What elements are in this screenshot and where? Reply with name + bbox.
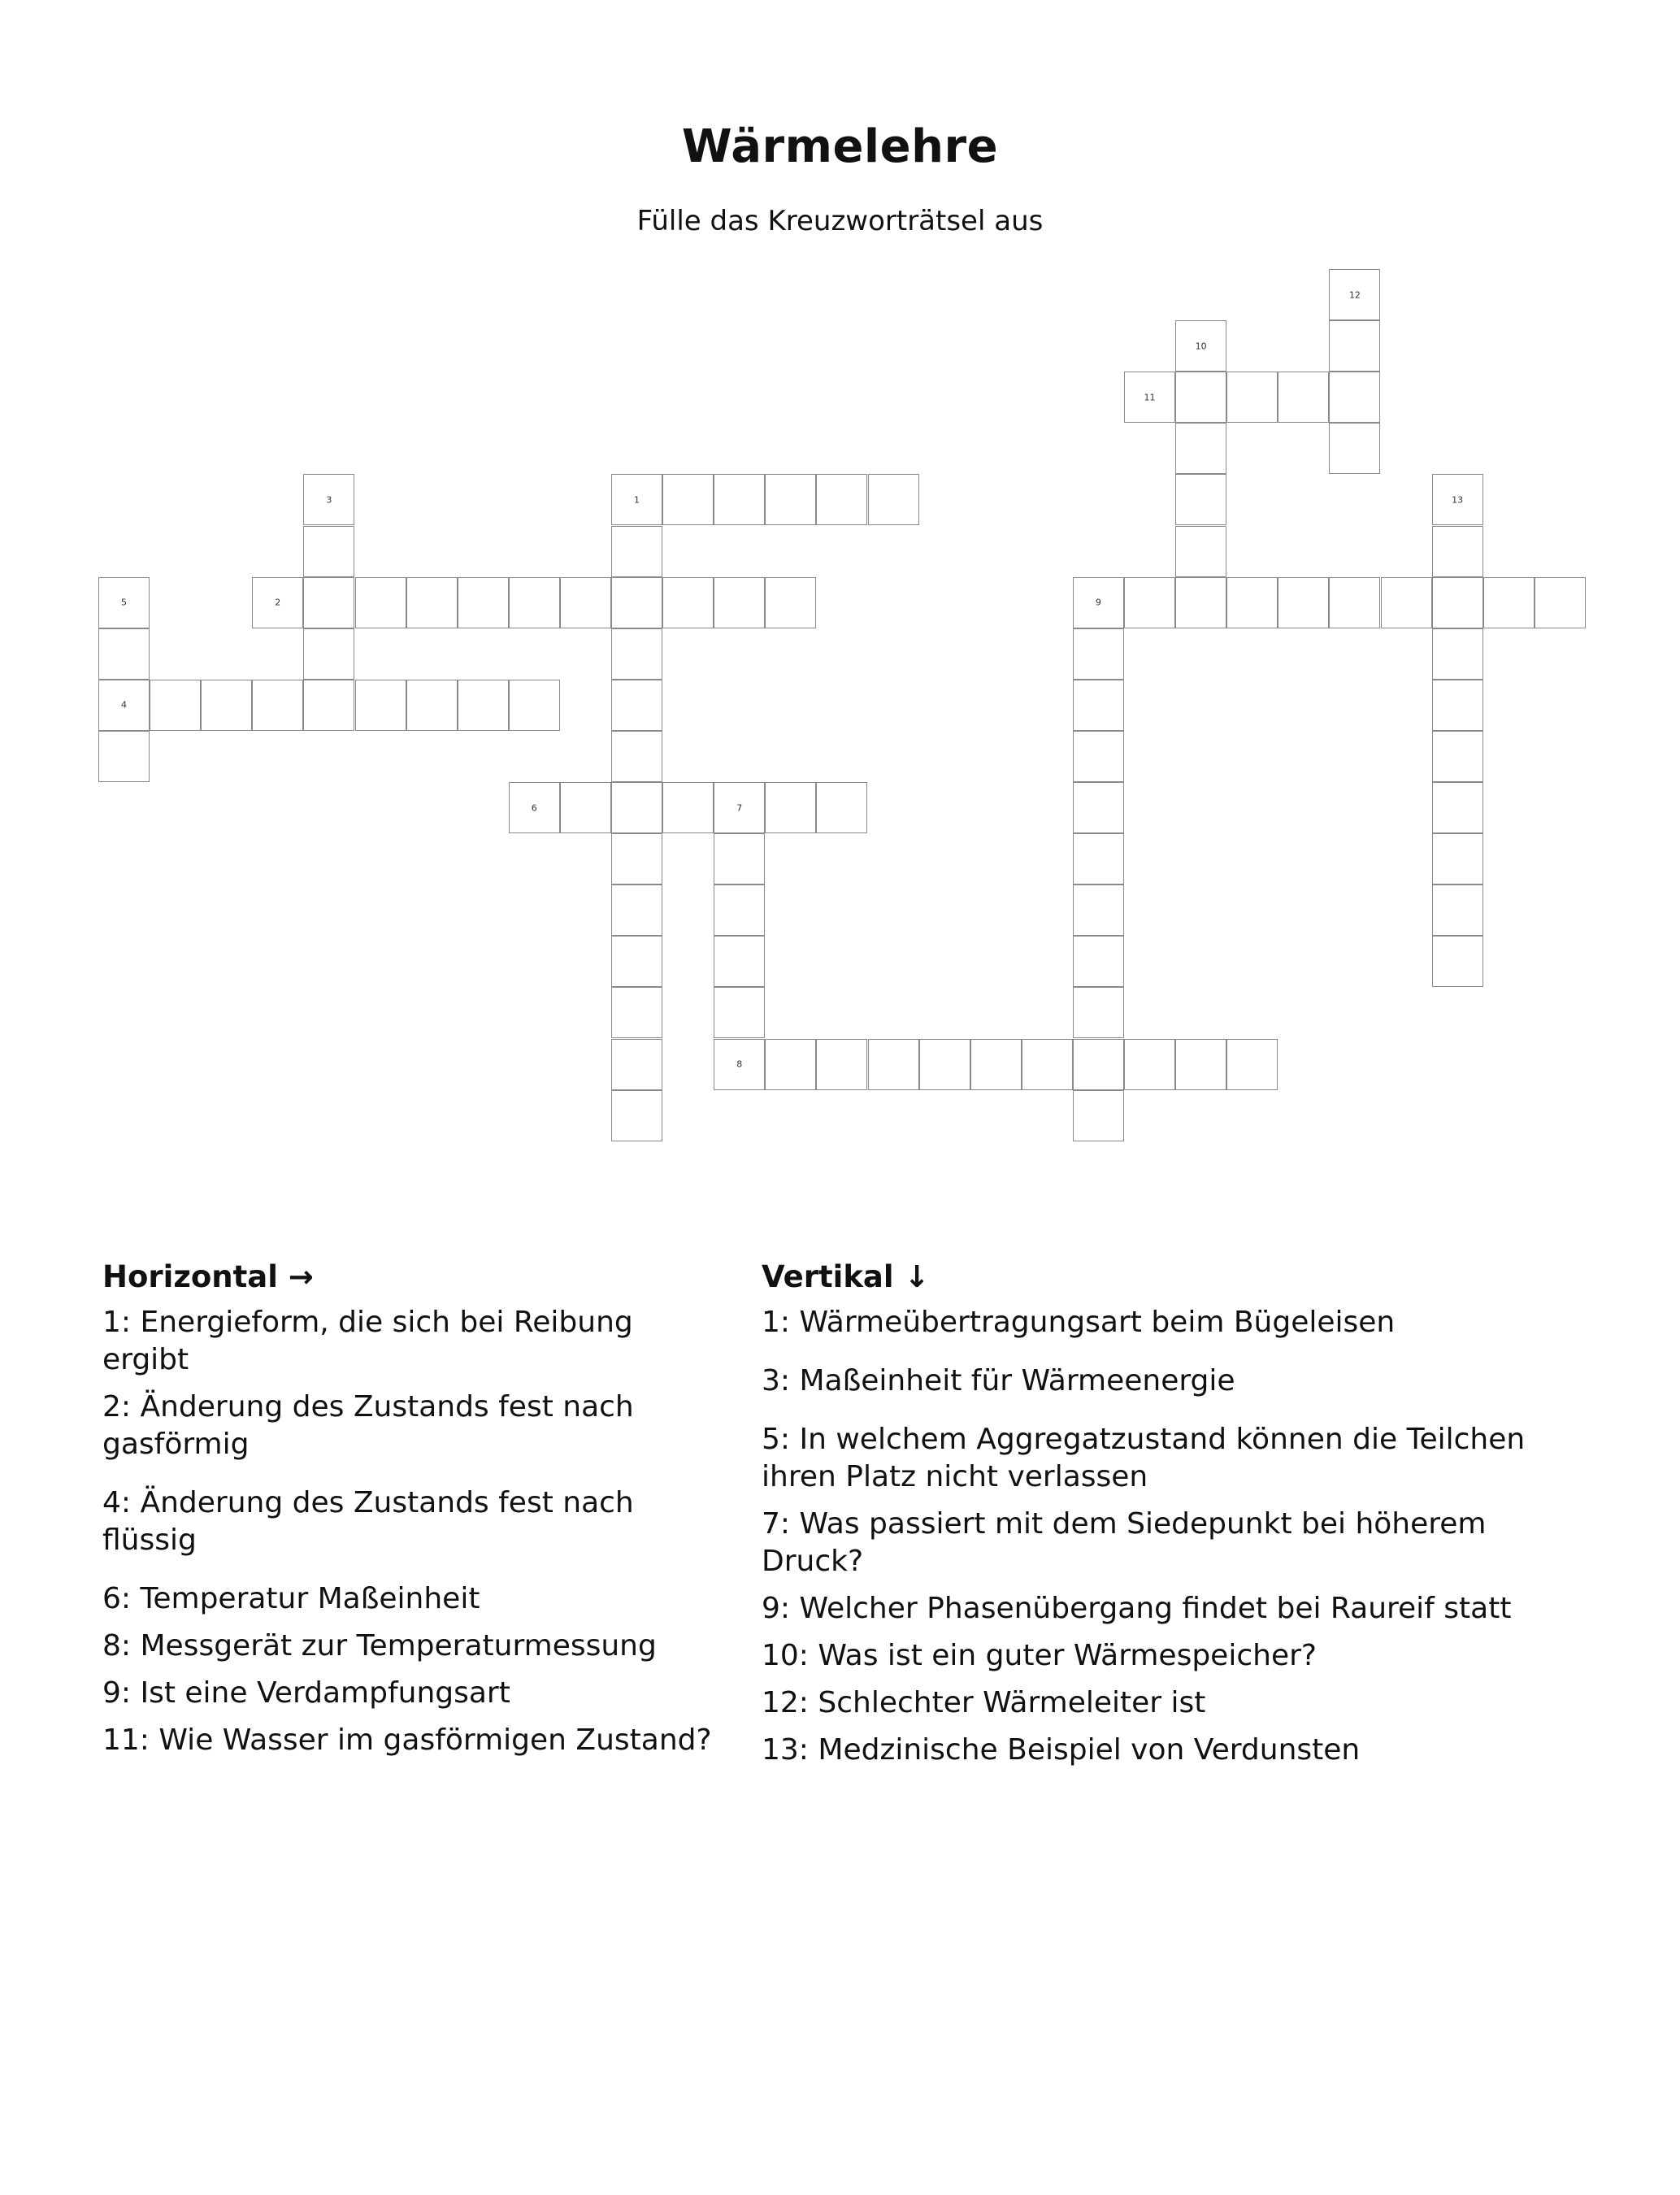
- crossword-cell[interactable]: [662, 474, 714, 525]
- crossword-cell[interactable]: [1124, 577, 1175, 628]
- crossword-cell[interactable]: [1073, 577, 1124, 628]
- crossword-cell[interactable]: [1175, 474, 1226, 525]
- crossword-cell[interactable]: [1175, 320, 1226, 372]
- crossword-cell[interactable]: [1278, 372, 1329, 423]
- page-title: Wärmelehre: [681, 120, 999, 173]
- crossword-cell[interactable]: [1073, 885, 1124, 936]
- crossword-cell[interactable]: [1175, 526, 1226, 577]
- down-clue: 13: Medzinische Beispiel von Verdunsten: [762, 1733, 1361, 1767]
- crossword-cell[interactable]: [714, 474, 765, 525]
- crossword-cell[interactable]: [98, 680, 150, 731]
- crossword-cell[interactable]: [1432, 885, 1483, 936]
- clue-number: 9: [1095, 597, 1101, 608]
- crossword-cell[interactable]: [1226, 372, 1278, 423]
- crossword-cell[interactable]: [150, 680, 201, 731]
- crossword-cell[interactable]: [714, 885, 765, 936]
- crossword-cell[interactable]: [1175, 577, 1226, 628]
- crossword-cell[interactable]: [816, 782, 867, 833]
- crossword-cell[interactable]: [1329, 577, 1380, 628]
- crossword-cell[interactable]: [303, 577, 354, 628]
- across-clue: 2: Änderung des Zustands fest nach gasförmig: [102, 1390, 634, 1461]
- crossword-cell[interactable]: [1432, 833, 1483, 885]
- clue-number: 2: [275, 597, 281, 608]
- crossword-cell[interactable]: [1226, 1039, 1278, 1090]
- crossword-cell[interactable]: [1022, 1039, 1073, 1090]
- crossword-cell[interactable]: [611, 1039, 662, 1090]
- clue-number: 13: [1452, 494, 1464, 506]
- crossword-cell[interactable]: [611, 680, 662, 731]
- crossword-cell[interactable]: [458, 577, 509, 628]
- crossword-cell[interactable]: [1073, 680, 1124, 731]
- crossword-cell[interactable]: [1073, 987, 1124, 1038]
- crossword-cell[interactable]: [560, 577, 611, 628]
- crossword-cell[interactable]: [1175, 1039, 1226, 1090]
- crossword-cell[interactable]: [1226, 577, 1278, 628]
- crossword-cell[interactable]: [970, 1039, 1022, 1090]
- crossword-cell[interactable]: [1073, 1039, 1124, 1090]
- crossword-cell[interactable]: [765, 577, 816, 628]
- crossword-cell[interactable]: [201, 680, 252, 731]
- crossword-cell[interactable]: [611, 526, 662, 577]
- clue-number: 12: [1348, 289, 1361, 300]
- across-clue: 9: Ist eine Verdampfungsart: [102, 1676, 510, 1710]
- crossword-cell[interactable]: [714, 782, 765, 833]
- clue-number: 11: [1144, 392, 1156, 403]
- down-clue: 12: Schlechter Wärmeleiter ist: [762, 1686, 1206, 1719]
- down-clues: [762, 1258, 1591, 1779]
- crossword-cell[interactable]: [611, 936, 662, 987]
- crossword-cell[interactable]: [765, 782, 816, 833]
- crossword-cell[interactable]: [816, 1039, 867, 1090]
- clue-number: 1: [634, 494, 640, 506]
- clue-number: 3: [326, 494, 332, 506]
- crossword-cell[interactable]: [1329, 269, 1380, 320]
- crossword-cell[interactable]: [611, 987, 662, 1038]
- crossword-cell[interactable]: [303, 628, 354, 680]
- across-clue: 11: Wie Wasser im gasförmigen Zustand?: [102, 1723, 712, 1757]
- crossword-cell[interactable]: [303, 526, 354, 577]
- crossword-cell[interactable]: [611, 628, 662, 680]
- across-clue: 4: Änderung des Zustands fest nach flüssig: [102, 1486, 634, 1557]
- crossword-cell[interactable]: [1535, 577, 1586, 628]
- down-clue: 10: Was ist ein guter Wärmespeicher?: [762, 1639, 1317, 1672]
- crossword-cell[interactable]: [560, 782, 611, 833]
- down-clue: 1: Wärmeübertragungsart beim Bügeleisen: [762, 1306, 1396, 1339]
- crossword-cell[interactable]: [1124, 372, 1175, 423]
- crossword-cell[interactable]: [1483, 577, 1535, 628]
- crossword-cell[interactable]: [611, 833, 662, 885]
- crossword-cell[interactable]: [868, 1039, 919, 1090]
- down-heading: Vertikal ↓: [762, 1259, 930, 1294]
- crossword-cell[interactable]: [765, 474, 816, 525]
- crossword-cell[interactable]: [1432, 936, 1483, 987]
- crossword-cell[interactable]: [662, 577, 714, 628]
- crossword-cell[interactable]: [252, 577, 303, 628]
- crossword-cell[interactable]: [1432, 474, 1483, 525]
- crossword-cell[interactable]: [1278, 577, 1329, 628]
- crossword-cell[interactable]: [1175, 372, 1226, 423]
- crossword-cell[interactable]: [1432, 782, 1483, 833]
- crossword-cell[interactable]: [1432, 577, 1483, 628]
- crossword-cell[interactable]: [98, 577, 150, 628]
- crossword-cell[interactable]: [1329, 372, 1380, 423]
- crossword-cell[interactable]: [714, 1039, 765, 1090]
- crossword-cell[interactable]: [1329, 423, 1380, 474]
- crossword-cell[interactable]: [303, 474, 354, 525]
- crossword-cell[interactable]: [252, 680, 303, 731]
- crossword-cell[interactable]: [1124, 1039, 1175, 1090]
- across-heading: Horizontal →: [102, 1259, 314, 1294]
- across-clue: 8: Messgerät zur Temperaturmessung: [102, 1629, 657, 1663]
- clue-number: 10: [1195, 341, 1207, 352]
- crossword-cell[interactable]: [98, 731, 150, 782]
- across-clue: 6: Temperatur Maßeinheit: [102, 1582, 480, 1615]
- crossword-cell[interactable]: [816, 474, 867, 525]
- clue-number: 8: [736, 1058, 743, 1070]
- crossword-cell[interactable]: [868, 474, 919, 525]
- crossword-cell[interactable]: [1073, 628, 1124, 680]
- clue-number: 5: [121, 597, 127, 608]
- crossword-cell[interactable]: [406, 680, 458, 731]
- crossword-cell[interactable]: [714, 987, 765, 1038]
- crossword-cell[interactable]: [1432, 680, 1483, 731]
- crossword-cell[interactable]: [662, 782, 714, 833]
- crossword-cell[interactable]: [611, 731, 662, 782]
- crossword-cell[interactable]: [611, 885, 662, 936]
- across-clues: [102, 1258, 720, 1769]
- down-clue: 9: Welcher Phasenübergang findet bei Raureif statt: [762, 1592, 1512, 1625]
- clue-number: 6: [531, 802, 537, 813]
- crossword-cell[interactable]: [919, 1039, 970, 1090]
- crossword-cell[interactable]: [509, 577, 560, 628]
- crossword-cell[interactable]: [355, 680, 406, 731]
- crossword-cell[interactable]: [406, 577, 458, 628]
- crossword-cell[interactable]: [303, 680, 354, 731]
- crossword-cell[interactable]: [714, 577, 765, 628]
- crossword-cell[interactable]: [1073, 1090, 1124, 1141]
- crossword-cell[interactable]: [1432, 731, 1483, 782]
- crossword-cell[interactable]: [714, 833, 765, 885]
- crossword-cell[interactable]: [611, 577, 662, 628]
- crossword-cell[interactable]: [1432, 628, 1483, 680]
- crossword-cell[interactable]: [1073, 936, 1124, 987]
- crossword-cell[interactable]: [1073, 833, 1124, 885]
- down-clue: 5: In welchem Aggregatzustand können die Teilchen ihren Platz nicht verlassen: [762, 1423, 1526, 1493]
- page-subtitle: Fülle das Kreuzworträtsel aus: [636, 205, 1044, 237]
- crossword-cell[interactable]: [611, 474, 662, 525]
- crossword-cell[interactable]: [1432, 526, 1483, 577]
- crossword-cell[interactable]: [611, 1090, 662, 1141]
- crossword-cell[interactable]: [714, 936, 765, 987]
- clue-number: 4: [121, 699, 127, 711]
- crossword-cell[interactable]: [1175, 423, 1226, 474]
- crossword-cell[interactable]: [458, 680, 509, 731]
- crossword-cell[interactable]: [1073, 731, 1124, 782]
- crossword-cell[interactable]: [1073, 782, 1124, 833]
- crossword-cell[interactable]: [509, 680, 560, 731]
- clue-number: 7: [736, 802, 743, 813]
- crossword-cell[interactable]: [1381, 577, 1432, 628]
- crossword-cell[interactable]: [98, 628, 150, 680]
- crossword-cell[interactable]: [355, 577, 406, 628]
- across-clue: 1: Energieform, die sich bei Reibung ergibt: [102, 1306, 633, 1376]
- crossword-cell[interactable]: [611, 782, 662, 833]
- down-clue: 3: Maßeinheit für Wärmeenergie: [762, 1364, 1235, 1397]
- down-clue: 7: Was passiert mit dem Siedepunkt bei höherem Druck?: [762, 1507, 1487, 1578]
- crossword-cell[interactable]: [765, 1039, 816, 1090]
- crossword-cell[interactable]: [509, 782, 560, 833]
- crossword-cell[interactable]: [1329, 320, 1380, 372]
